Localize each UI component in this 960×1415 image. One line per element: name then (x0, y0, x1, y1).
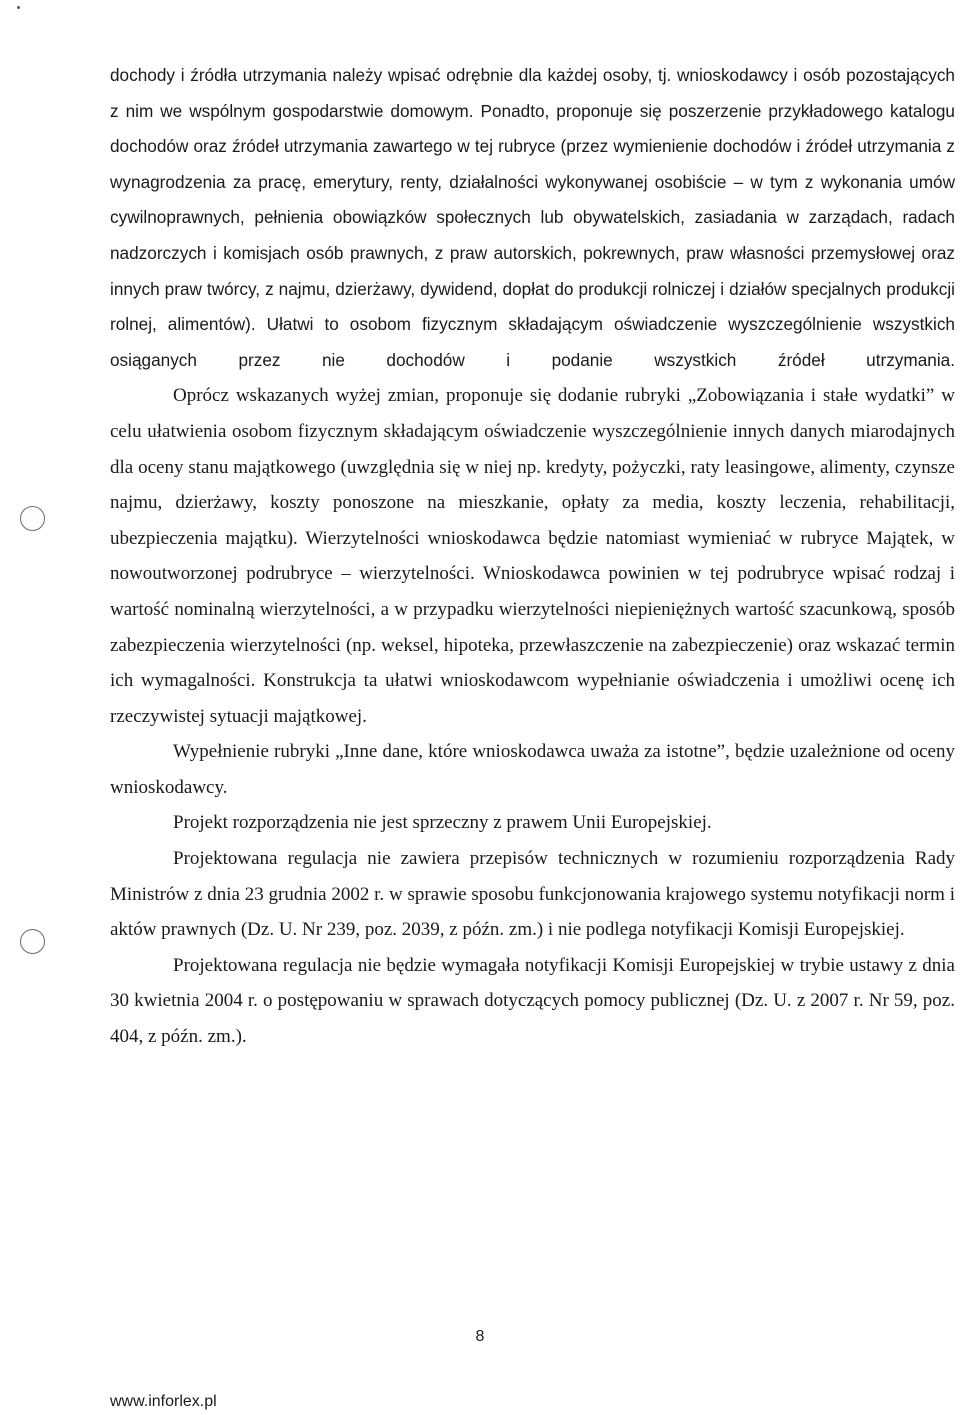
page-number: 8 (475, 1328, 485, 1345)
punch-hole-lower (20, 929, 45, 954)
punch-hole-upper (20, 506, 45, 531)
paragraph-eu-law: Projekt rozporządzenia nie jest sprzeczny z prawem Unii Europejskiej. (173, 812, 712, 834)
footer-url: www.inforlex.pl (110, 1393, 217, 1410)
paragraph-other-data: Wypełnienie rubryki „Inne dane, które wnioskodawca uważa za istotne”, będzie uzależnione od oceny wnioskodawcy. (110, 741, 955, 798)
document-body (110, 58, 955, 1055)
paragraph-income-sources: dochody i źródła utrzymania należy wpisać odrębnie dla każdej osoby, tj. wnioskodawcy i osób pozostających z nim we wspólnym gospodarstwie domowym. Ponadto, proponuje się poszerzenie przykładowego katalogu dochodów oraz źródeł utrzymania zawartego w tej rubryce (przez wymienienie dochodów i źródeł utrzymania z wynagrodzenia za pracę, emerytury, renty, działalności wykonywanej osobiście – w tym z wykonania umów cywilnoprawnych, pełnienia obowiązków społecznych lub obywatelskich, zasiadania w zarządach, radach nadzorczych i komisjach osób prawnych, z praw autorskich, pokrewnych, praw własności przemysłowej oraz innych praw twórcy, z najmu, dzierżawy, dywidend, dopłat do produkcji rolniczej i działów specjalnych produkcji rolnej, alimentów). Ułatwi to osobom fizycznym składającym oświadczenie wyszczególnienie wszystkich osiąganych przez nie dochodów i podanie wszystkich źródeł utrzymania. (110, 65, 955, 370)
paragraph-technical-regulations: Projektowana regulacja nie zawiera przepisów technicznych w rozumieniu rozporządzenia Rady Ministrów z dnia 23 grudnia 2002 r. w sprawie sposobu funkcjonowania krajowego systemu notyfikacji norm i aktów prawnych (Dz. U. Nr 239, poz. 2039, z późn. zm.) i nie podlega notyfikacji Komisji Europejskiej. (110, 848, 955, 941)
paragraph-state-aid: Projektowana regulacja nie będzie wymagała notyfikacji Komisji Europejskiej w trybie ustawy z dnia 30 kwietnia 2004 r. o postępowaniu w sprawach dotyczących pomocy publicznej (Dz. U. z 2007 r. Nr 59, poz. 404, z późn. zm.). (110, 954, 955, 1048)
scan-speck (17, 6, 20, 9)
paragraph-obligations: Oprócz wskazanych wyżej zmian, proponuje się dodanie rubryki „Zobowiązania i stałe wydatki” w celu ułatwienia osobom fizycznym składającym oświadczenie wyszczególnienie innych danych miarodajnych dla oceny stanu majątkowego (uwzględnia się w niej np. kredyty, pożyczki, raty leasingowe, alimenty, czynsze najmu, dzierżawy, koszty ponoszone na mieszkanie, opłaty za media, koszty leczenia, rehabilitacji, ubezpieczenia majątku). Wierzytelności wnioskodawca będzie natomiast wymieniać w rubryce Majątek, w nowoutworzonej podrubryce – wierzytelności. Wnioskodawca powinien w tej podrubryce wpisać rodzaj i wartość nominalną wierzytelności, a w przypadku wierzytelności niepieniężnych wartość szacunkową, sposób zabezpieczenia wierzytelności (np. weksel, hipoteka, przewłaszczenie na zabezpieczenie) oraz wskazać termin ich wymagalności. Konstrukcja ta ułatwi wnioskodawcom wypełnianie oświadczenia i umożliwi ocenę ich rzeczywistej sytuacji majątkowej. (110, 385, 955, 727)
